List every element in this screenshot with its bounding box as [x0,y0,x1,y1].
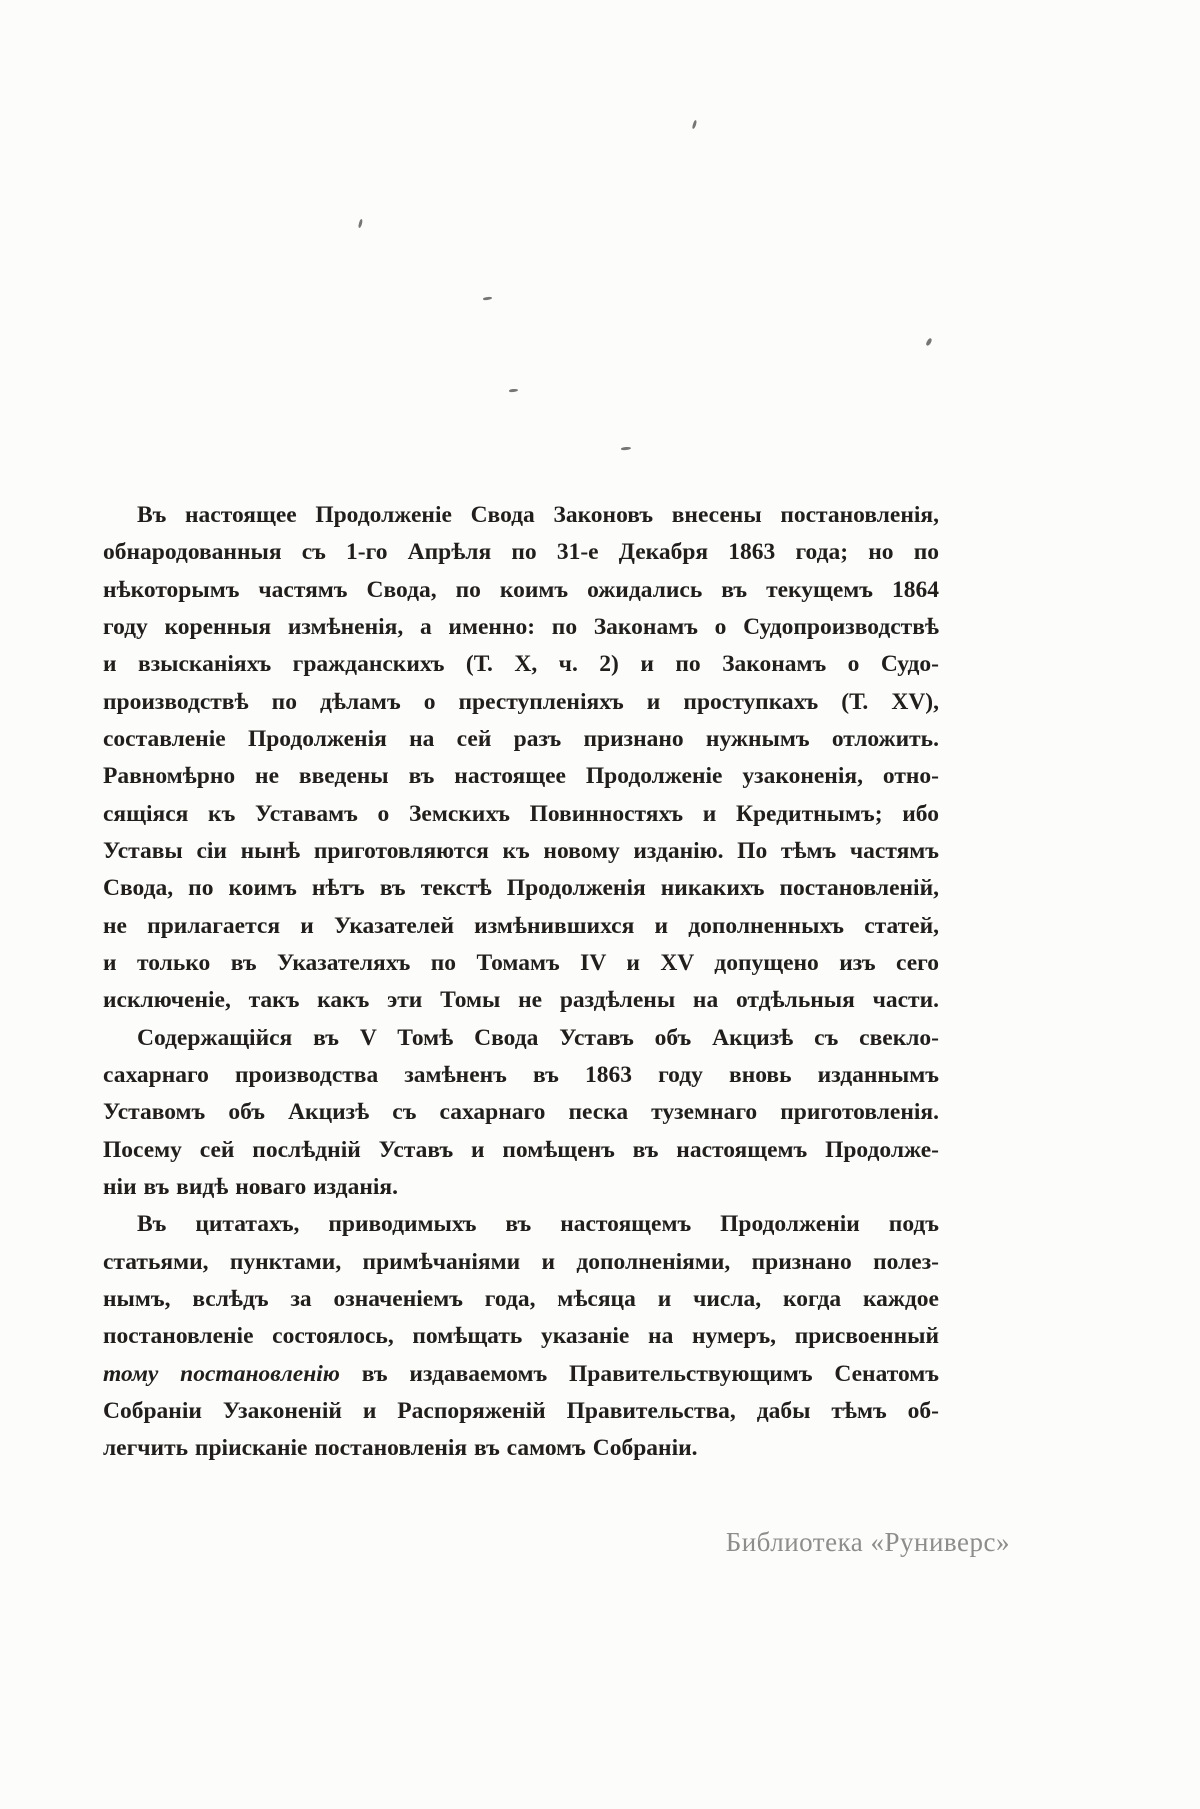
scan-speck [358,219,363,228]
text-line: сящіяся къ Уставамъ о Земскихъ Повинностяхъ и Кредитнымъ; ибо [103,800,939,827]
text-line: производствѣ по дѣламъ о преступленіяхъ и проступкахъ (Т. XV), [103,688,939,715]
scan-speck [925,338,932,347]
text-line [103,1356,939,1393]
footer-credit: Библиотека «Руниверс» [725,1527,1010,1557]
text-line: исключеніе, такъ какъ эти Томы не раздѣлены на отдѣльныя части. [103,987,939,1014]
scan-speck [483,296,492,300]
text-line: легчить пріисканіе постановленія въ самомъ Собраніи. [103,1435,698,1462]
text-line: нѣкоторымъ частямъ Свода, по коимъ ожидались въ текущемъ 1864 [103,576,939,603]
text-line: нымъ, вслѣдъ за означеніемъ года, мѣсяца и числа, когда каждое [103,1285,939,1312]
text-line: сахарнаго производства замѣненъ въ 1863 году вновь изданнымъ [103,1061,939,1088]
text-line: Посему сей послѣдній Уставъ и помѣщенъ въ настоящемъ Продолже- [103,1136,939,1163]
text-line: Уставы сіи нынѣ приготовляются къ новому изданію. По тѣмъ частямъ [103,837,939,864]
text-line: Въ настоящее Продолженіе Свода Законовъ внесены постановленія, [137,502,939,528]
italic-phrase: тому постановленію [103,1360,340,1387]
text-line: не прилагается и Указателей измѣнившихся и дополненныхъ статей, [103,912,939,939]
text-line: Уставомъ объ Акцизѣ съ сахарнаго песка туземнаго приготовленія. [103,1099,939,1126]
text-line: составленіе Продолженія на сей разъ признано нужнымъ отложить. [103,725,939,752]
text-line: Въ цитатахъ, приводимыхъ въ настоящемъ Продолженіи подъ [137,1211,939,1238]
text-line: обнародованныя съ 1-го Апрѣля по 31-е Декабря 1863 года; но по [103,539,939,566]
text-line: Свода, по коимъ нѣтъ въ текстѣ Продолженія никакихъ постановленій, [103,875,939,902]
text-line: году коренныя измѣненія, а именно: по Законамъ о Судопроизводствѣ [103,613,939,640]
text-line: постановленіе состоялось, помѣщать указаніе на нумеръ, присвоенный [103,1323,939,1350]
text-line: Равномѣрно не введены въ настоящее Продолженіе узаконенія, отно- [103,763,939,790]
scan-speck [509,389,518,392]
text-line: и взысканіяхъ гражданскихъ (Т. X, ч. 2) и по Законамъ о Судо- [103,651,939,678]
text-line: и только въ Указателяхъ по Томамъ IV и XV допущено изъ сего [103,949,939,976]
text-segment: въ издаваемомъ Правительствующимъ Сенатомъ [339,1360,939,1387]
text-line: статьями, пунктами, примѣчаніями и дополненіями, признано полез- [103,1248,939,1275]
scan-speck [621,447,631,451]
text-line: Собраніи Узаконеній и Распоряженій Правительства, дабы тѣмъ об- [103,1397,939,1424]
text-line: Содержащійся въ V Томѣ Свода Уставъ объ Акцизѣ съ свекло- [137,1024,939,1051]
document-text [103,497,939,1468]
scan-speck [692,120,698,129]
text-line: ніи въ видѣ новаго изданія. [103,1173,398,1200]
